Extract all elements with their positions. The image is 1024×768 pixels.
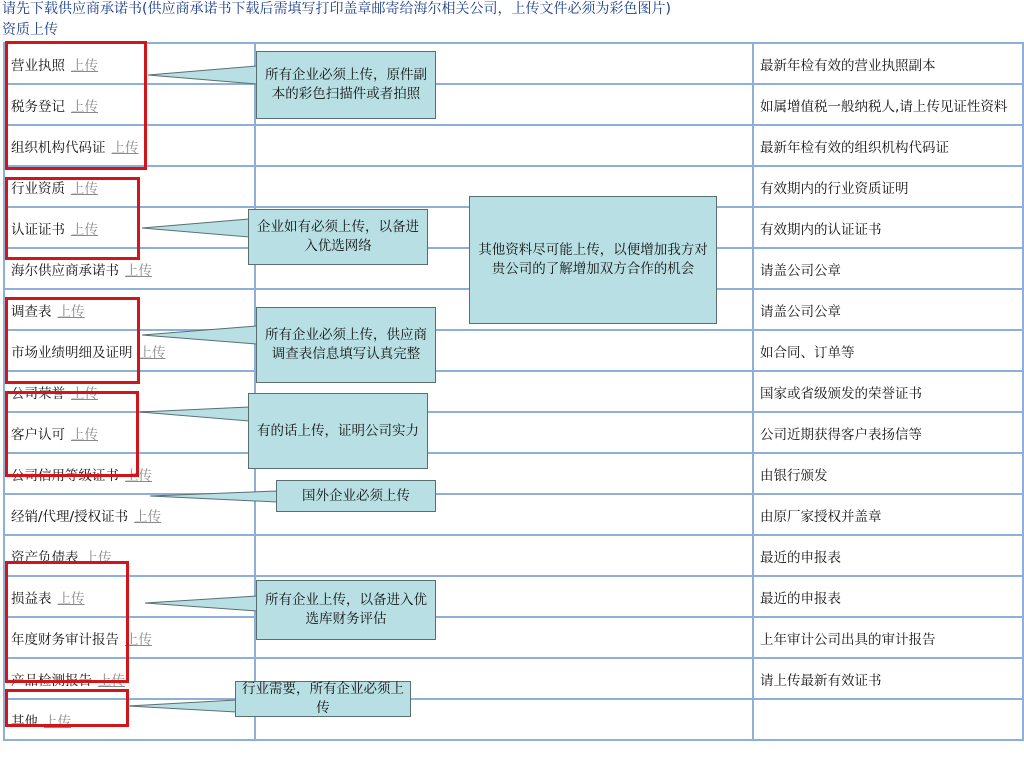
doc-name: 产品检测报告	[11, 672, 92, 689]
doc-name: 其他	[11, 713, 38, 730]
doc-desc: 最近的申报表	[753, 535, 1023, 576]
upload-link[interactable]: 上传	[57, 303, 85, 320]
callout-honor: 有的话上传，证明公司实力	[248, 393, 428, 469]
doc-name: 认证证书	[11, 221, 65, 238]
doc-desc: 请盖公司公章	[753, 289, 1023, 330]
callout-finance: 所有企业上传，以备进入优选库财务评估	[256, 580, 436, 640]
doc-desc: 最近的申报表	[753, 576, 1023, 617]
doc-desc: 请上传最新有效证书	[753, 658, 1023, 699]
upload-link[interactable]: 上传	[71, 385, 98, 402]
callout-tail	[142, 219, 249, 237]
doc-name: 公司荣誉	[11, 385, 65, 402]
callout-tail	[140, 407, 249, 421]
upload-link[interactable]: 上传	[71, 98, 98, 115]
doc-name: 公司信用等级证书	[11, 467, 119, 484]
upload-link[interactable]: 上传	[44, 713, 71, 730]
doc-desc: 由银行颁发	[753, 453, 1023, 494]
upload-link[interactable]: 上传	[111, 139, 139, 156]
callout-tail	[145, 596, 257, 611]
callout-survey: 所有企业必须上传，供应商调查表信息填写认真完整	[256, 307, 436, 383]
doc-desc: 公司近期获得客户表扬信等	[753, 412, 1023, 453]
doc-desc: 如属增值税一般纳税人,请上传见证性资料	[753, 84, 1023, 125]
doc-desc: 由原厂家授权并盖章	[753, 494, 1023, 535]
upload-link[interactable]: 上传	[84, 549, 112, 566]
doc-name: 营业执照	[11, 57, 65, 74]
section-title: 资质上传	[2, 22, 58, 38]
doc-name: 经销/代理/授权证书	[11, 508, 129, 525]
doc-name: 市场业绩明细及证明	[11, 344, 133, 361]
upload-link[interactable]: 上传	[71, 426, 98, 443]
upload-link[interactable]: 上传	[57, 590, 85, 607]
upload-link[interactable]: 上传	[125, 631, 152, 648]
upload-link[interactable]: 上传	[71, 221, 98, 238]
doc-name: 海尔供应商承诺书	[11, 262, 119, 279]
upload-link[interactable]: 上传	[71, 57, 98, 74]
doc-desc: 有效期内的行业资质证明	[753, 166, 1023, 207]
doc-name: 年度财务审计报告	[11, 631, 119, 648]
callout-must-if-available: 企业如有必须上传，以备进入优选网络	[248, 209, 428, 265]
upload-link[interactable]: 上传	[98, 672, 125, 689]
upload-link[interactable]: 上传	[71, 180, 98, 197]
callout-product: 行业需要，所有企业必须上传	[235, 681, 411, 717]
doc-desc: 最新年检有效的营业执照副本	[753, 43, 1023, 84]
doc-name: 税务登记	[11, 98, 65, 115]
doc-desc: 请盖公司公章	[753, 248, 1023, 289]
upload-link[interactable]: 上传	[125, 467, 152, 484]
doc-name: 组织机构代码证	[11, 139, 106, 156]
upload-link[interactable]: 上传	[138, 344, 166, 361]
page-instruction: 请先下载供应商承诺书(供应商承诺书下载后需填写打印盖章邮寄给海尔相关公司，上传文件必须为彩色图片)	[2, 1, 671, 17]
callout-tail	[148, 66, 257, 84]
callout-must-upload: 所有企业必须上传，原件副本的彩色扫描件或者拍照	[256, 51, 436, 119]
doc-desc: 如合同、订单等	[753, 330, 1023, 371]
upload-link[interactable]: 上传	[134, 508, 162, 525]
callout-tail	[128, 700, 236, 712]
doc-name: 资产负债表	[11, 549, 79, 566]
callout-tail	[150, 491, 277, 502]
doc-name: 行业资质	[11, 180, 65, 197]
doc-desc: 最新年检有效的组织机构代码证	[753, 125, 1023, 166]
upload-link[interactable]: 上传	[125, 262, 152, 279]
callout-foreign: 国外企业必须上传	[276, 480, 436, 512]
doc-desc: 上年审计公司出具的审计报告	[753, 617, 1023, 658]
doc-desc: 有效期内的认证证书	[753, 207, 1023, 248]
callout-tail	[142, 326, 257, 344]
doc-name: 损益表	[11, 590, 52, 607]
doc-name: 客户认可	[11, 426, 65, 443]
doc-desc: 国家或省级颁发的荣誉证书	[753, 371, 1023, 412]
callout-other-docs: 其他资料尽可能上传，以便增加我方对贵公司的了解增加双方合作的机会	[469, 196, 717, 324]
doc-name: 调查表	[11, 303, 52, 320]
